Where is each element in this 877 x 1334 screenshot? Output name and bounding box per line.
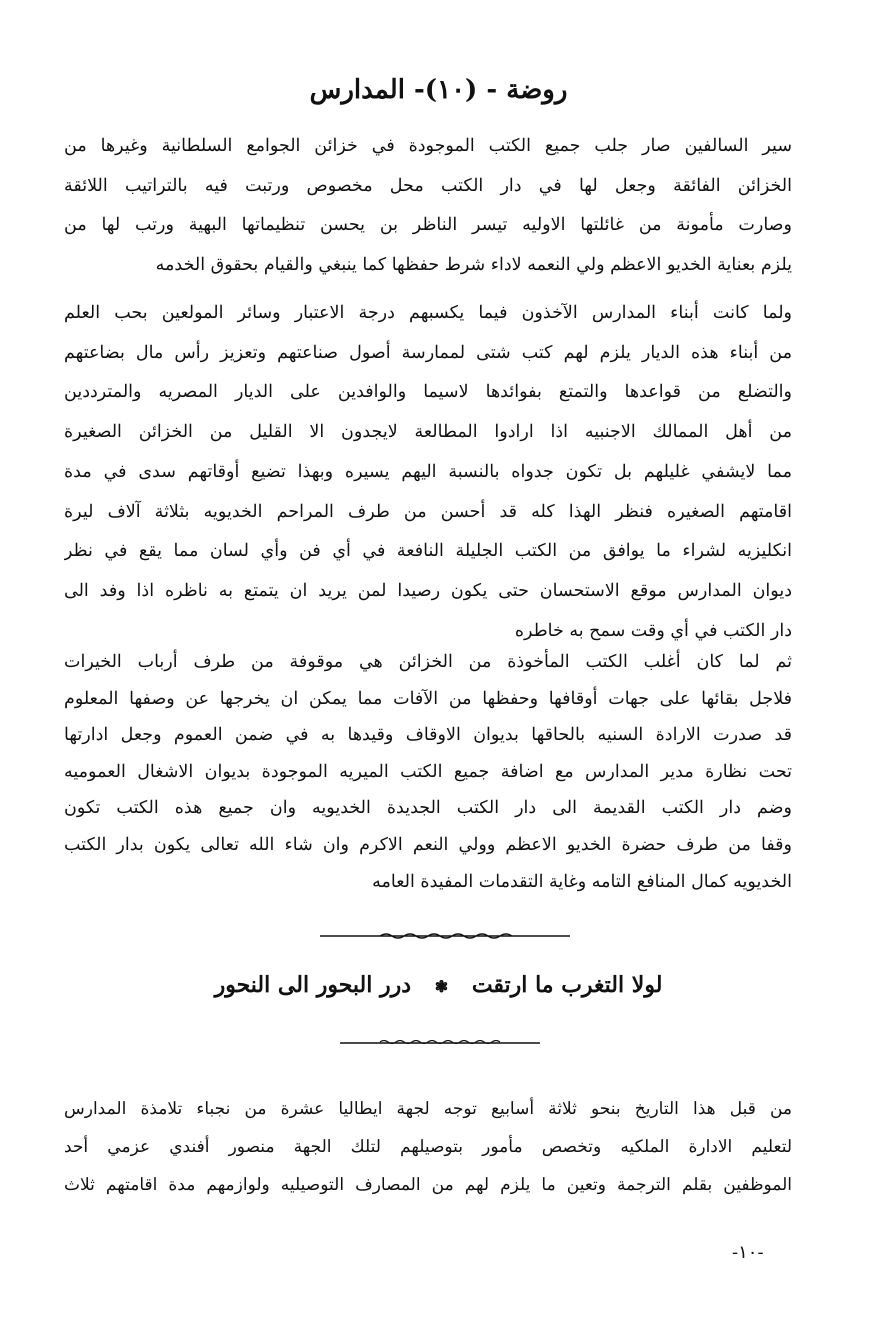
paragraph-3 (64, 644, 792, 900)
header-number: ١٠ (437, 75, 466, 105)
header-title: روضة (506, 75, 568, 105)
ornamental-divider (340, 1038, 540, 1046)
page-number: -١٠- (732, 1242, 764, 1263)
text-line: مما لايشفي غليلهم بل تكون جدواه بالنسبة اليهم يسيره وبهذا تضيع أوقاتهم سدى في مدة (64, 461, 792, 482)
text-line: الخديويه كمال المنافع التامه وغاية التقدمات المفيدة العامه (372, 871, 792, 892)
text-line: لتعليم الادارة الملكيه وتخصص مأمور بتوصيلهم لتلك الجهة منصور أفندي عزمي أحد (64, 1137, 792, 1157)
text-line: الخزائن الفائقة وجعل لها في دار الكتب محل مخصوص ورتبت فيه بالتراتيب اللائقة (64, 175, 792, 196)
text-line: وضم دار الكتب القديمة الى دار الكتب الجديدة الخديويه وان جميع هذه الكتب تكون (64, 798, 792, 819)
ornamental-divider (320, 932, 570, 940)
header-section: المدارس (309, 75, 405, 105)
text-line: قد صدرت الارادة السنيه بالحاقها بديوان الاوقاف وقيدها به في ضمن العموم وجعل ادارتها (64, 725, 792, 746)
text-line: انكليزيه لشراء ما يوافق من الكتب الجليلة النافعة في أي فن وأي لسان مما يقع في نظر (64, 541, 792, 562)
text-line: وقفا من طرف حضرة الخديو الاعظم وولي النعم الاكرم وان شاء الله تعالى يكون بدار الكتب (64, 834, 792, 855)
text-line: تحت نظارة مدير المدارس مع اضافة جميع الكتب الميريه الموجودة بديوان الاشغال العموميه (64, 761, 792, 782)
text-line: ديوان المدارس موقع الاستحسان حتى يكون رصيدا لمن يريد ان يتمتع به ناظره اذا وفد الى (64, 580, 792, 601)
text-line: من قبل هذا التاريخ بنحو ثلاثة أسابيع توجه لجهة ايطاليا عشرة من نجباء تلامذة المدارس (64, 1099, 792, 1119)
paragraph-2 (64, 294, 792, 651)
text-line: من أبناء هذه الديار يلزم لهم كتب شتى لممارسة أصول صناعتهم وتعزيز رأس مال بضاعتهم (64, 342, 792, 363)
text-line: سير السالفين صار جلب جميع الكتب الموجودة في خزائن الجوامع السلطانية وغيرها من (64, 136, 792, 156)
text-line: من أهل الممالك الاجنبيه اذا ارادوا المطالعة لايجدون الا القليل من الخزائن الصغيرة (64, 422, 792, 443)
page-header: روضة - (١٠)- المدارس (309, 75, 568, 105)
text-line: اقامتهم الصغيره فنظر الهذا كله قد أحسن من طرف المراحم الخديويه بثلاثة آلاف ليرة (64, 501, 792, 522)
text-line: والتضلع من قواعدها والتمتع بفوائدها لاسيما والوافدين على الديار المصريه والمترددين (64, 382, 792, 403)
header-dash: - (486, 75, 498, 105)
proverb-second-hemistich: درر البحور الى النحور (214, 972, 412, 998)
flower-star-icon: ❃ (434, 976, 449, 996)
text-line: ثم لما كان أغلب الكتب المأخوذة من الخزائن هي موقوفة من طرف أرباب الخيرات (64, 652, 792, 672)
proverb-first-hemistich: لولا التغرب ما ارتقت (471, 972, 663, 998)
header-dash-2: - (414, 75, 425, 105)
text-line: ولما كانت أبناء المدارس الآخذون فيما يكسبهم درجة الاعتبار وسائر المولعين بحب العلم (64, 303, 792, 323)
text-line: دار الكتب في أي وقت سمح به خاطره (514, 620, 792, 641)
paragraph-4 (64, 1090, 792, 1204)
text-line: فلاجل بقائها على جهات أوقافها وحفظها من الآفات مما يمكن ان يخرجها عن وصفها المعلوم (64, 688, 792, 709)
text-line: وصارت مأمونة من غائلتها الاوليه تيسر الناظر بن يحسن تنظيماتها البهية ورتب لها من (64, 215, 792, 235)
proverb-verse (0, 972, 877, 998)
text-line: يلزم بعناية الخديو الاعظم ولي النعمه لاداء شرط حفظها كما ينبغي والقيام بحقوق الخدمه (155, 254, 792, 275)
text-line: الموظفين بقلم الترجمة وتعين ما يلزم لهم من المصارف التوصيليه ولوازمهم مدة اقامتهم ثلاث (64, 1175, 792, 1195)
paragraph-1 (64, 127, 792, 285)
